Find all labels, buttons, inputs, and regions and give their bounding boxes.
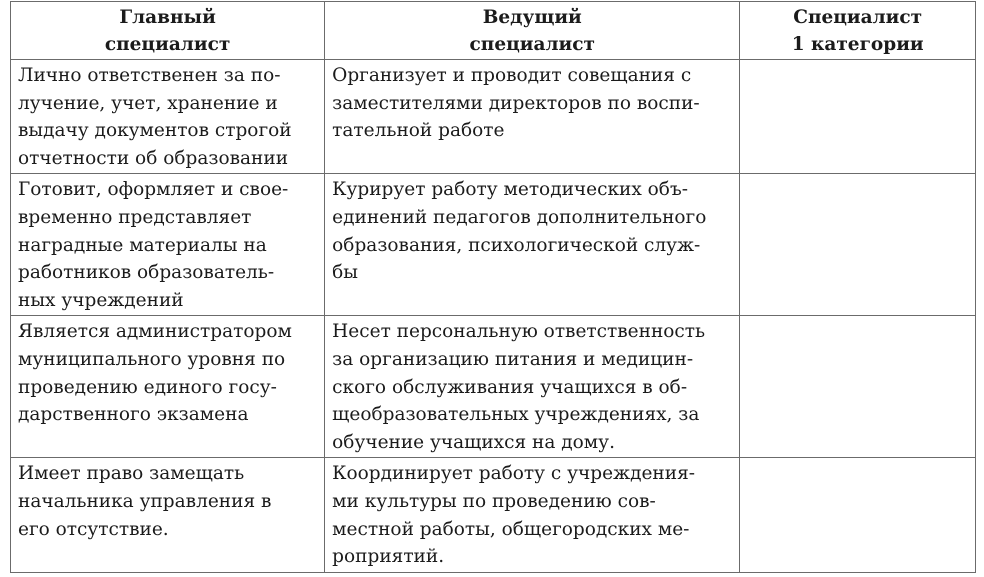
cell-text-line: лучение, учет, хранение и (18, 92, 278, 114)
cell-first-category-specialist (740, 174, 976, 316)
cell-chief-specialist (11, 316, 325, 458)
cell-text-line: начальника управления в (18, 490, 272, 512)
table-header-row (11, 2, 976, 60)
cell-text-line: образования, психологической служ- (332, 234, 701, 256)
cell-chief-specialist (11, 60, 325, 174)
cell-text-line: заместителями директоров по воспи- (332, 92, 700, 114)
cell-text-line: ми культуры по проведению сов- (332, 490, 656, 512)
header-line: специалист (469, 34, 595, 55)
cell-text-line: единений педагогов дополнительного (332, 206, 707, 228)
cell-text-line: Готовит, оформляет и свое- (18, 179, 289, 201)
cell-text-line: проведению единого госу- (18, 376, 277, 398)
cell-text-line: работников образователь- (18, 262, 275, 284)
cell-text-line: обучение учащихся на дому. (332, 431, 615, 453)
cell-text-line: местной работы, общегородских ме- (332, 518, 690, 540)
header-line: Ведущий (482, 7, 582, 28)
cell-leading-specialist (325, 316, 740, 458)
cell-text-line: щеобразовательных учреждениях, за (332, 404, 700, 426)
cell-text-line: его отсутствие. (18, 518, 169, 540)
cell-text-line: за организацию питания и медицин- (332, 348, 694, 370)
cell-leading-specialist (325, 174, 740, 316)
table-row (11, 458, 976, 573)
cell-text-line: бы (332, 262, 359, 284)
cell-text-line: наградные материалы на (18, 234, 267, 256)
cell-chief-specialist (11, 174, 325, 316)
cell-text-line: Несет персональную ответственность (332, 321, 706, 343)
cell-text-line: выдачу документов строгой (18, 120, 292, 142)
header-line: Специалист (793, 7, 923, 28)
document-page (10, 1, 976, 573)
cell-chief-specialist (11, 458, 325, 573)
cell-first-category-specialist (740, 458, 976, 573)
cell-text-line: ных учреждений (18, 289, 184, 311)
cell-text-line: Координирует работу с учреждения- (332, 463, 696, 485)
cell-leading-specialist (325, 458, 740, 573)
header-chief-specialist (11, 2, 325, 60)
cell-text-line: дарственного экзамена (18, 404, 249, 426)
header-leading-specialist (325, 2, 740, 60)
table-row (11, 316, 976, 458)
header-first-category-specialist (740, 2, 976, 60)
responsibilities-table (10, 1, 976, 573)
table-row (11, 60, 976, 174)
cell-first-category-specialist (740, 316, 976, 458)
cell-first-category-specialist (740, 60, 976, 174)
cell-text-line: отчетности об образовании (18, 147, 289, 169)
cell-text-line: роприятий. (332, 546, 445, 568)
cell-text-line: ского обслуживания учащихся в об- (332, 376, 688, 398)
cell-text-line: Имеет право замещать (18, 463, 245, 485)
cell-text-line: Является администратором (18, 321, 292, 343)
cell-text-line: Курирует работу методических объ- (332, 179, 688, 201)
cell-text-line: Организует и проводит совещания с (332, 65, 692, 86)
cell-text-line: временно представляет (18, 206, 252, 228)
header-line: специалист (104, 34, 231, 55)
header-line: 1 категории (791, 34, 924, 55)
header-line: Главный (119, 7, 216, 28)
cell-leading-specialist (325, 60, 740, 174)
cell-text-line: тательной работе (332, 120, 505, 142)
cell-text-line: муниципального уровня по (18, 348, 286, 370)
cell-text-line: Лично ответственен за по- (18, 65, 281, 86)
table-row (11, 174, 976, 316)
